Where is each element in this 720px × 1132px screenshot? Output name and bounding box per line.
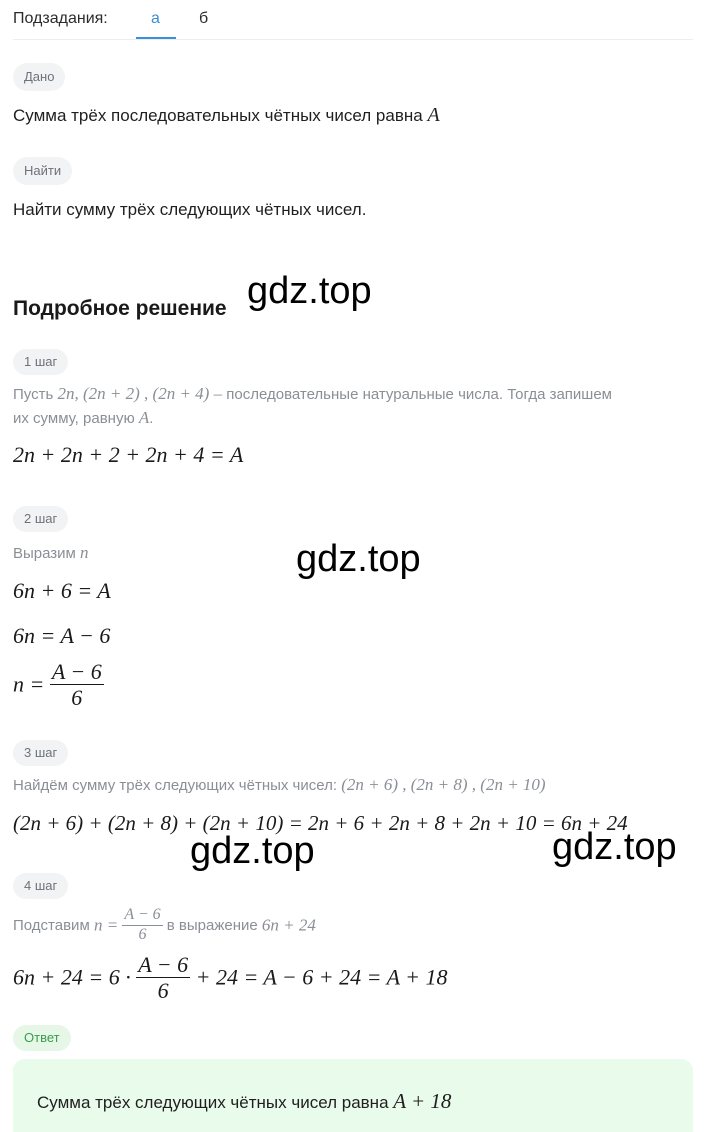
step-4-text: Подставим n = $\frac{A - 6}{6}$ в выражение 6n + 24 [13,906,316,943]
step-4-formula: 6n + 24 = 6 · $\frac{A - 6}{6}$ + 24 = A − 6 + 24 = A + 18 [13,952,448,1004]
tab-b[interactable] [190,0,220,40]
tabs-divider [13,39,693,40]
step-4-chip: 4 шаг [13,873,68,899]
step-2-formula-1: 6n + 6 = A [13,578,111,603]
given-text: Сумма трёх последовательных чётных чисел равна A [13,104,440,126]
given-var: A [427,104,440,126]
tab-b-label: б [199,10,209,27]
subtasks-label: Подзадания: [13,10,108,27]
step-3-chip: 3 шаг [13,740,68,766]
step-1-chip: 1 шаг [13,349,68,375]
watermark: gdz.top [190,830,315,872]
step-1-formula: 2n + 2n + 2 + 2n + 4 = A [13,442,244,467]
watermark: gdz.top [247,270,372,312]
answer-expr: A + 18 [393,1089,452,1113]
tab-a[interactable] [136,0,176,40]
find-chip: Найти [13,157,72,185]
solution-title: Подробное решение [13,297,227,320]
step-3-expr: (2n + 6) , (2n + 8) , (2n + 10) [341,775,546,794]
answer-box [13,1059,693,1132]
step-3-text: Найдём сумму трёх следующих чётных чисел: (2n + 6) , (2n + 8) , (2n + 10) [13,775,546,794]
step-1-text-line2: их сумму, равную A. [13,408,154,427]
answer-text: Сумма трёх следующих чётных чисел равна A + 18 [37,1089,452,1113]
step-2-formula-2: 6n = A − 6 [13,623,111,648]
watermark: gdz.top [296,538,421,580]
answer-chip: Ответ [13,1025,71,1051]
given-chip: Дано [13,63,65,91]
step-3-formula: (2n + 6) + (2n + 8) + (2n + 10) = 2n + 6 + 2n + 8 + 2n + 10 = 6n + 24 [13,811,628,835]
step-2-chip: 2 шаг [13,506,68,532]
tab-a-label: а [151,10,160,27]
step-1-text-line1: Пусть 2n, (2n + 2) , (2n + 4) – последовательные натуральные числа. Тогда запишем [13,384,612,403]
step-2-text: Выразим n [13,543,89,562]
step-2-formula-3: n = $\frac{A - 6}{6}$ [13,659,102,711]
watermark: gdz.top [552,826,677,868]
step-1-expr: 2n, (2n + 2) , (2n + 4) – [57,384,223,403]
find-text: Найти сумму трёх следующих чётных чисел. [13,200,367,219]
